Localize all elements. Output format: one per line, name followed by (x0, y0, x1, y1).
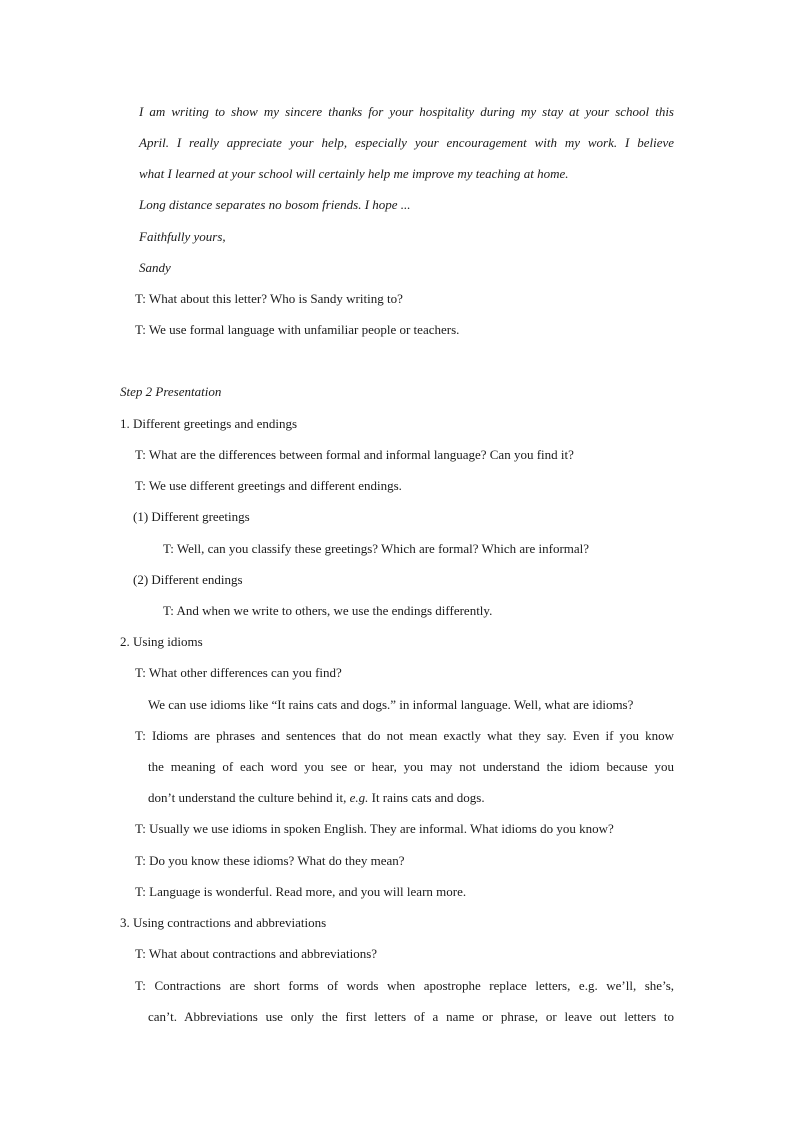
s1-sub1-title: (1) Different greetings (133, 509, 250, 524)
s2-line-4: T: Usually we use idioms in spoken English. They are informal. What idioms do you know? (135, 821, 614, 836)
s2-line-5: T: Do you know these idioms? What do they mean? (135, 853, 405, 868)
dialog-line-1: T: What about this letter? Who is Sandy writing to? (135, 291, 403, 306)
s3-para-line-2: can’t. Abbreviations use only the first letters of a name or phrase, or leave out letters to (148, 1009, 674, 1024)
letter-line-2: April. I really appreciate your help, especially your encouragement with my work. I believe (139, 135, 674, 150)
s1-sub1-line: T: Well, can you classify these greetings? Which are formal? Which are informal? (163, 541, 590, 556)
subsection-2-title: 2. Using idioms (120, 634, 203, 649)
s2-para-line-3 (148, 790, 485, 806)
s2-para-line-1: T: Idioms are phrases and sentences that do not mean exactly what they say. Even if you know (135, 728, 674, 743)
s3-line-1: T: What about contractions and abbreviations? (135, 946, 378, 961)
dialog-line-2: T: We use formal language with unfamiliar people or teachers. (135, 322, 460, 337)
letter-line-4: Long distance separates no bosom friends. I hope ... (139, 197, 411, 212)
s2-para-line-3-text: don’t understand the culture behind it, (148, 790, 350, 805)
s1-sub2-line: T: And when we write to others, we use the endings differently. (163, 603, 493, 618)
eg-italic: e.g. (349, 790, 369, 805)
subsection-3-title: 3. Using contractions and abbreviations (120, 915, 327, 930)
s2-line-1: T: What other differences can you find? (135, 665, 342, 680)
s1-line-2: T: We use different greetings and different endings. (135, 478, 402, 493)
s2-line-2: We can use idioms like “It rains cats and dogs.” in informal language. Well, what are idioms? (148, 697, 634, 712)
letter-line-1: I am writing to show my sincere thanks for your hospitality during my stay at your school this (139, 104, 674, 119)
section-heading: Step 2 Presentation (120, 384, 222, 399)
s2-para-line-2: the meaning of each word you see or hear, you may not understand the idiom because you (148, 759, 674, 774)
s1-sub2-title: (2) Different endings (133, 572, 243, 587)
s1-line-1: T: What are the differences between formal and informal language? Can you find it? (135, 447, 574, 462)
s2-para-line-3-example: It rains cats and dogs. (368, 790, 485, 805)
letter-line-3: what I learned at your school will certainly help me improve my teaching at home. (139, 166, 569, 181)
letter-closing: Faithfully yours, (139, 229, 226, 244)
letter-signature: Sandy (139, 260, 171, 275)
s3-para-line-1: T: Contractions are short forms of words when apostrophe replace letters, e.g. we’ll, she’s, (135, 978, 674, 993)
s2-line-6: T: Language is wonderful. Read more, and you will learn more. (135, 884, 467, 899)
subsection-1-title: 1. Different greetings and endings (120, 416, 298, 431)
